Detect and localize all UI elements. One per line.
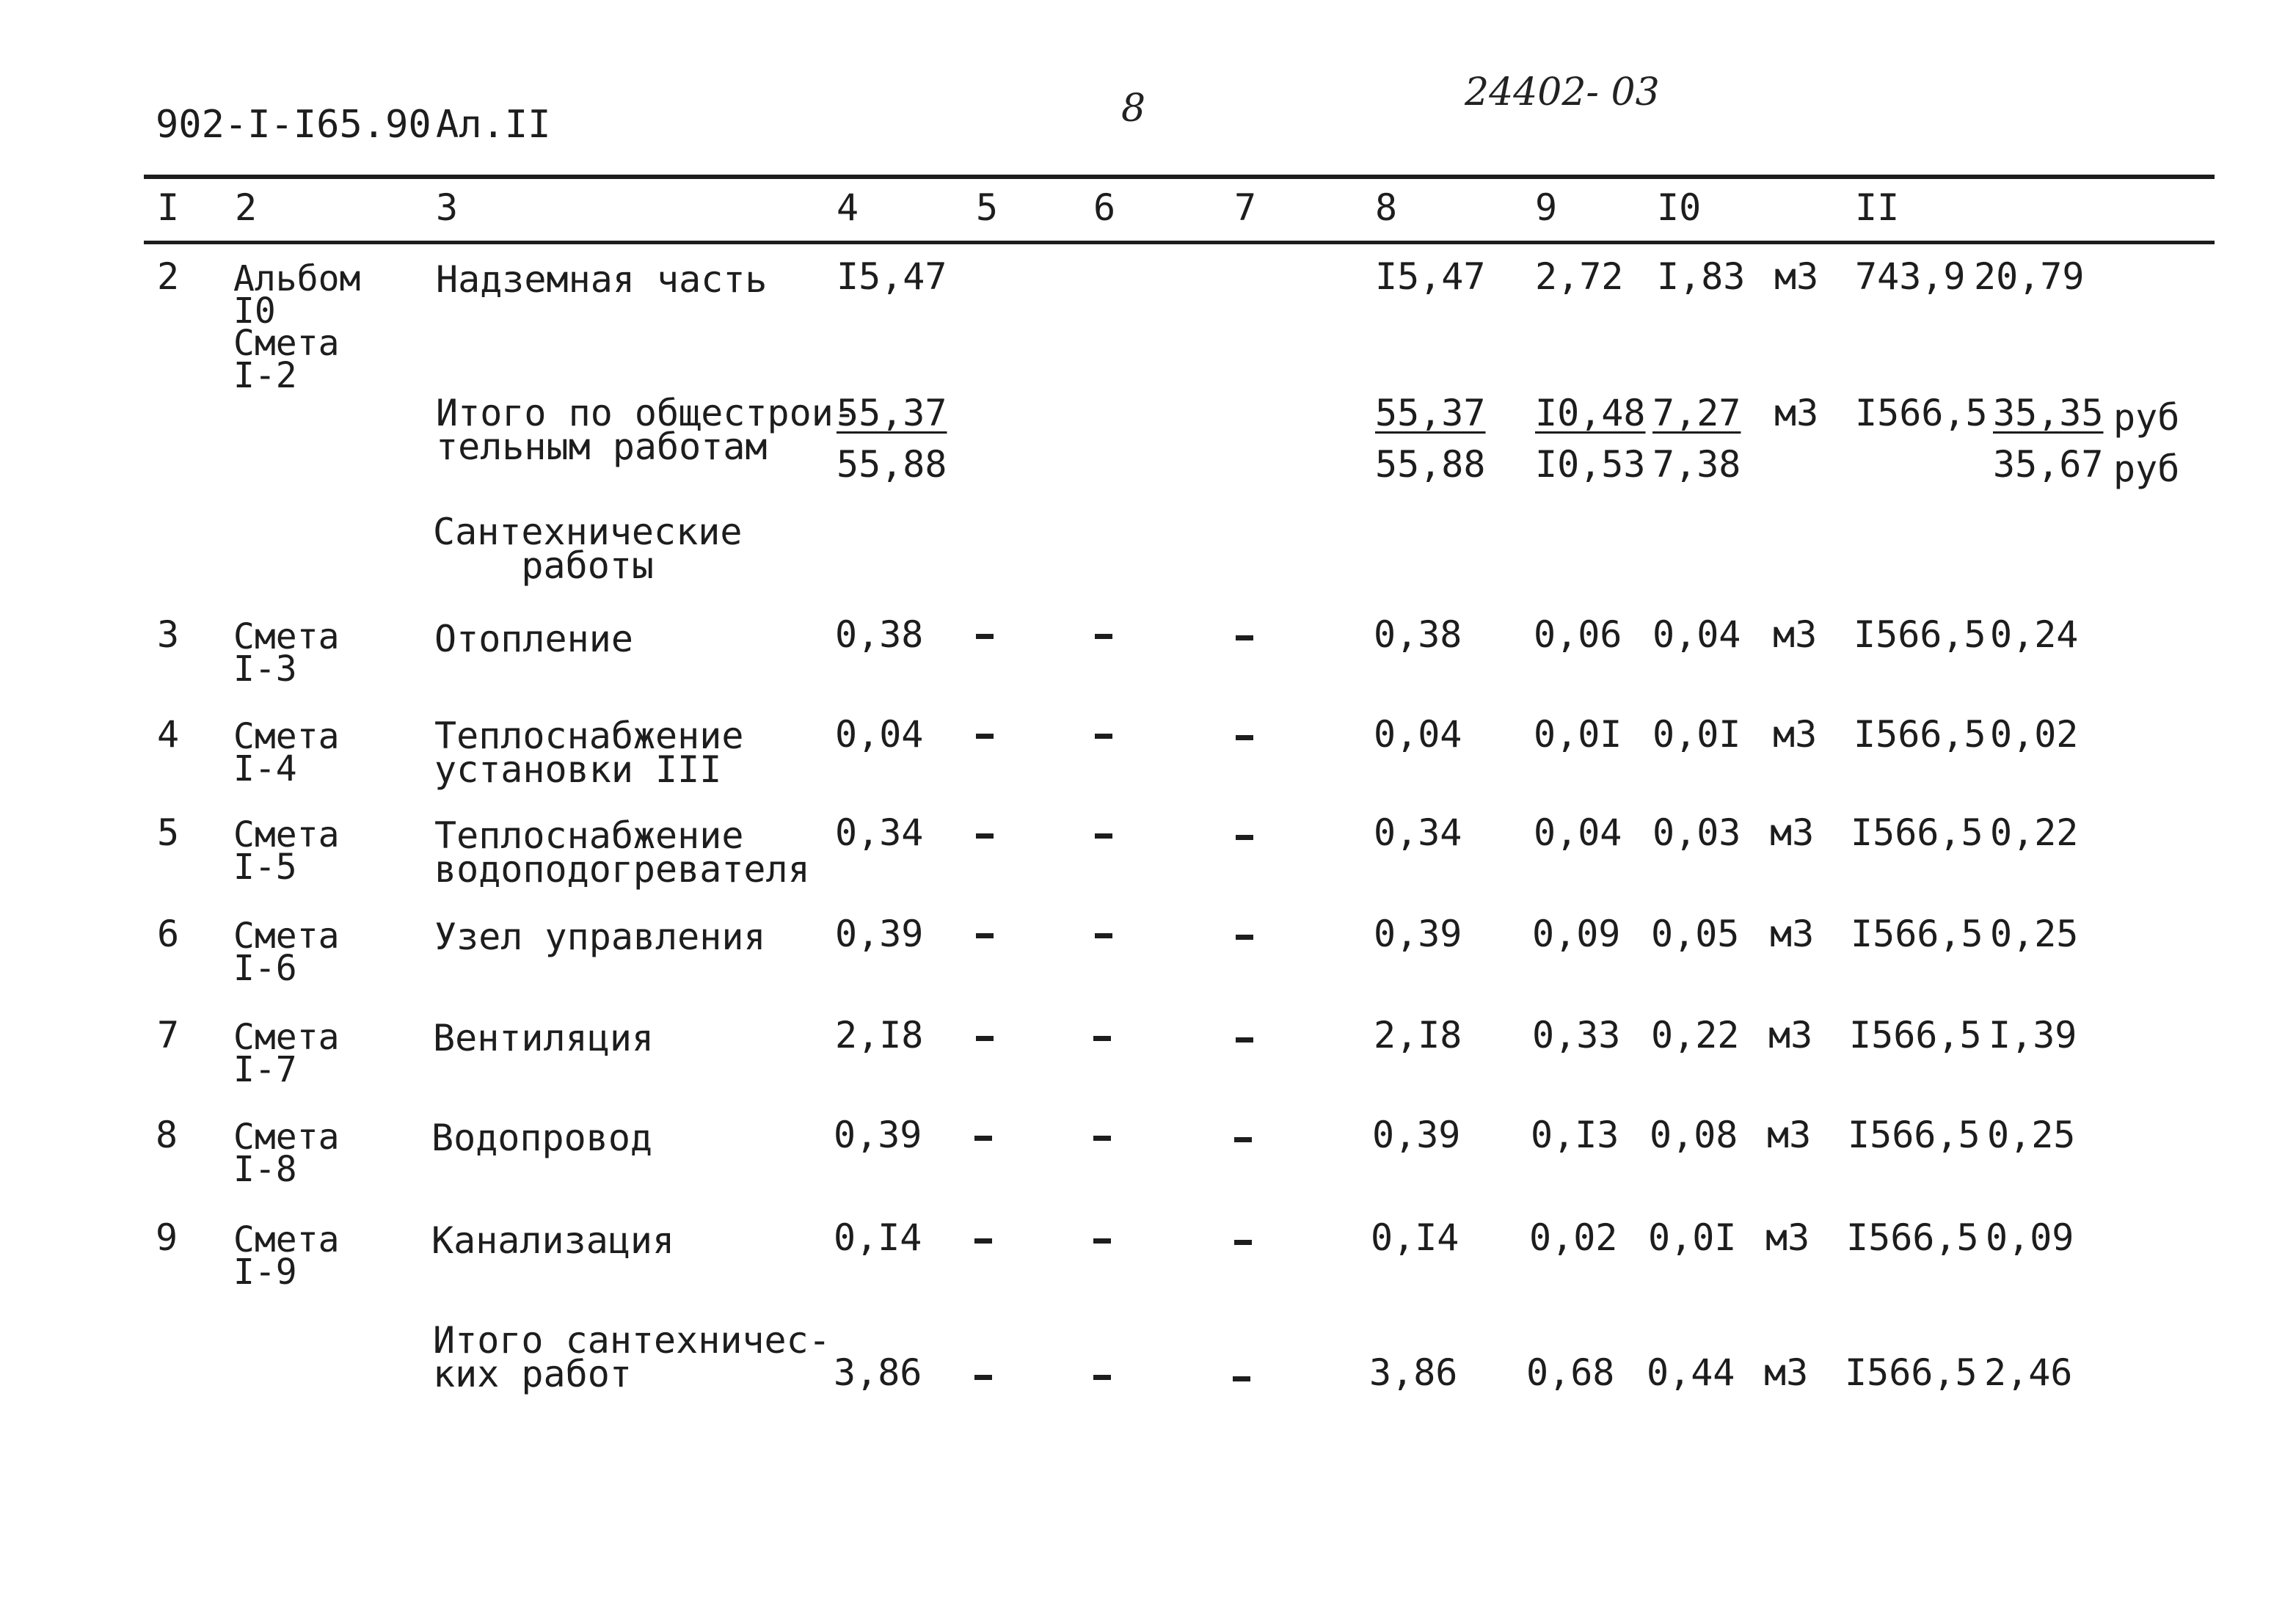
cell-c10: 0,0I (1652, 713, 1741, 756)
total-general-label: Итого по общестрои- тельным работам (436, 392, 856, 468)
cell-c8: 0,39 (1372, 1114, 1461, 1156)
dash-c7 (1236, 735, 1253, 740)
col-header-5: 5 (976, 186, 999, 229)
cell-c11a: 743,9 (1855, 255, 1966, 298)
total-general-c10-top: 7,27 (1652, 392, 1741, 434)
cell-c8: 0,04 (1374, 713, 1462, 756)
total-general-currency-bottom: руб (2113, 448, 2180, 490)
cell-c11b: 0,25 (1987, 1114, 2076, 1156)
row-ref: Альбом I0 Смета I-2 (233, 258, 361, 397)
total-general-c4-bottom: 55,88 (837, 443, 947, 486)
dash-c6 (1093, 1238, 1111, 1244)
cell-unit: м3 (1770, 811, 1815, 854)
archive-number: 24402- 03 (1465, 70, 1660, 114)
cell-unit: м3 (1770, 913, 1815, 955)
total-general-c9-top: I0,48 (1535, 392, 1646, 434)
cell-c9: 0,0I (1534, 713, 1622, 756)
dash-c5 (976, 1036, 994, 1041)
cell-c11a: I566,5 (1846, 1216, 1979, 1259)
row-ref: Смета I-7 (233, 1017, 340, 1091)
dash-c7 (1234, 1137, 1252, 1142)
col-header-8: 8 (1375, 186, 1398, 229)
dash-c6 (1095, 833, 1112, 839)
row-name: Вентиляция (433, 1017, 655, 1059)
row-name: Узел управления (434, 916, 766, 958)
cell-unit: м3 (1767, 1114, 1812, 1156)
cell-c11a: I566,5 (1854, 613, 1986, 656)
dash-c5 (976, 933, 994, 938)
total-plumbing-c11b: 2,46 (1984, 1351, 2073, 1394)
dash-c7 (1236, 935, 1253, 940)
cell-c9: 0,33 (1532, 1014, 1621, 1056)
col-header-11: II (1855, 186, 1900, 229)
row-number: 4 (157, 713, 180, 756)
album-label: Ал.II (436, 103, 551, 147)
total-general-c9-bottom: I0,53 (1535, 443, 1646, 486)
total-general-c4-top: 55,37 (837, 392, 947, 434)
col-header-10: I0 (1657, 186, 1702, 229)
total-plumbing-c10: 0,44 (1647, 1351, 1735, 1394)
total-plumbing-label: Итого сантехничес- ких работ (433, 1319, 831, 1395)
col-header-6: 6 (1093, 186, 1116, 229)
row-ref: Смета I-5 (233, 814, 340, 888)
row-number: 8 (156, 1114, 178, 1156)
cell-c4: 0,39 (835, 913, 924, 955)
cell-c8: 2,I8 (1374, 1014, 1462, 1056)
cell-c11b: 0,02 (1990, 713, 2079, 756)
total-plumbing-c11a: I566,5 (1845, 1351, 1978, 1394)
col-header-3: 3 (436, 186, 459, 229)
cell-c10: 0,05 (1651, 913, 1740, 955)
row-number: 3 (157, 613, 180, 656)
total-plumbing-c8: 3,86 (1369, 1351, 1458, 1394)
row-number: 9 (156, 1216, 178, 1259)
cell-unit: м3 (1765, 1216, 1810, 1259)
cell-c10: 0,08 (1650, 1114, 1738, 1156)
col-header-9: 9 (1535, 186, 1558, 229)
cell-c11a: I566,5 (1854, 713, 1986, 756)
cell-unit: м3 (1774, 255, 1819, 298)
dash-c5 (974, 1375, 992, 1380)
dash-c5 (974, 1136, 992, 1141)
col-header-2: 2 (235, 186, 258, 229)
cell-c10: 0,04 (1652, 613, 1741, 656)
cell-c4: 2,I8 (835, 1014, 924, 1056)
cell-c11b: 20,79 (1974, 255, 2085, 298)
total-general-c8-top: 55,37 (1375, 392, 1486, 434)
row-ref: Смета I-3 (233, 616, 340, 690)
total-general-c11b-bottom: 35,67 (1993, 443, 2104, 486)
cell-c4: 0,04 (835, 713, 924, 756)
cell-c10: I,83 (1657, 255, 1746, 298)
row-number: 7 (157, 1014, 180, 1056)
cell-unit: м3 (1773, 713, 1818, 756)
dash-c5 (976, 833, 994, 839)
total-general-c11a: I566,5 (1855, 392, 1988, 434)
row-number: 2 (157, 255, 180, 298)
dash-c7 (1234, 1240, 1252, 1245)
cell-c9: 2,72 (1535, 255, 1624, 298)
row-name: Отопление (434, 618, 633, 660)
dash-c6 (1093, 1375, 1111, 1380)
cell-c4: 0,38 (835, 613, 924, 656)
cell-c10: 0,03 (1652, 811, 1741, 854)
col-header-4: 4 (837, 186, 859, 229)
page-number: 8 (1121, 87, 1146, 131)
cell-c4: 0,34 (835, 811, 924, 854)
dash-c7 (1233, 1376, 1250, 1381)
row-ref: Смета I-9 (233, 1219, 340, 1293)
row-ref: Смета I-4 (233, 716, 340, 790)
row-number: 5 (157, 811, 180, 854)
dash-c6 (1095, 734, 1112, 739)
cell-c9: 0,04 (1534, 811, 1622, 854)
cell-c11b: 0,24 (1990, 613, 2079, 656)
section-title-plumbing: Сантехнические работы (433, 511, 743, 587)
dash-c7 (1236, 835, 1253, 840)
col-header-1: I (157, 186, 180, 229)
top-rule (144, 175, 2215, 179)
cell-c4: 0,I4 (834, 1216, 922, 1259)
dash-c7 (1236, 635, 1253, 640)
cell-c10: 0,0I (1648, 1216, 1737, 1259)
cell-c8: 0,38 (1374, 613, 1462, 656)
cell-c9: 0,09 (1532, 913, 1621, 955)
total-general-c10-bottom: 7,38 (1652, 443, 1741, 486)
dash-c7 (1236, 1037, 1253, 1043)
cell-c11a: I566,5 (1851, 913, 1983, 955)
dash-c5 (976, 734, 994, 739)
cell-c4: 0,39 (834, 1114, 922, 1156)
row-name: Канализация (431, 1219, 675, 1262)
cell-c8: 0,39 (1374, 913, 1462, 955)
dash-c5 (976, 634, 994, 639)
cell-unit: м3 (1768, 1014, 1813, 1056)
cell-unit: м3 (1773, 613, 1818, 656)
row-name: Теплоснабжение водоподогревателя (434, 814, 810, 891)
cell-c11b: 0,09 (1986, 1216, 2074, 1259)
cell-c8: I5,47 (1375, 255, 1486, 298)
header-bottom-rule (144, 241, 2215, 244)
doc-code: 902-I-I65.90 (156, 103, 431, 147)
dash-c6 (1095, 933, 1112, 938)
cell-c11b: 0,22 (1990, 811, 2079, 854)
row-number: 6 (157, 913, 180, 955)
dash-c6 (1095, 634, 1112, 639)
total-general-c8-bottom: 55,88 (1375, 443, 1486, 486)
row-name: Надземная часть (436, 258, 768, 301)
cell-c10: 0,22 (1651, 1014, 1740, 1056)
cell-c4: I5,47 (837, 255, 947, 298)
cell-c8: 0,I4 (1371, 1216, 1459, 1259)
cell-c9: 0,02 (1529, 1216, 1618, 1259)
cell-c9: 0,06 (1534, 613, 1622, 656)
cell-c11a: I566,5 (1848, 1114, 1980, 1156)
total-plumbing-unit: м3 (1764, 1351, 1809, 1394)
dash-c6 (1093, 1136, 1111, 1141)
cell-c11a: I566,5 (1851, 811, 1983, 854)
dash-c6 (1093, 1036, 1111, 1041)
cell-c11a: I566,5 (1849, 1014, 1982, 1056)
total-plumbing-c9: 0,68 (1526, 1351, 1615, 1394)
total-general-unit: м3 (1774, 392, 1819, 434)
total-general-c11b-top: 35,35 (1993, 392, 2104, 434)
dash-c5 (974, 1238, 992, 1244)
col-header-7: 7 (1234, 186, 1257, 229)
total-general-currency-top: руб (2113, 396, 2180, 439)
row-ref: Смета I-8 (233, 1117, 340, 1191)
row-name: Теплоснабжение установки III (434, 715, 744, 791)
row-ref: Смета I-6 (233, 916, 340, 990)
cell-c9: 0,I3 (1531, 1114, 1619, 1156)
cell-c8: 0,34 (1374, 811, 1462, 854)
row-name: Водопровод (431, 1117, 653, 1159)
cell-c11b: 0,25 (1990, 913, 2079, 955)
cell-c11b: I,39 (1989, 1014, 2077, 1056)
total-plumbing-c4: 3,86 (834, 1351, 922, 1394)
